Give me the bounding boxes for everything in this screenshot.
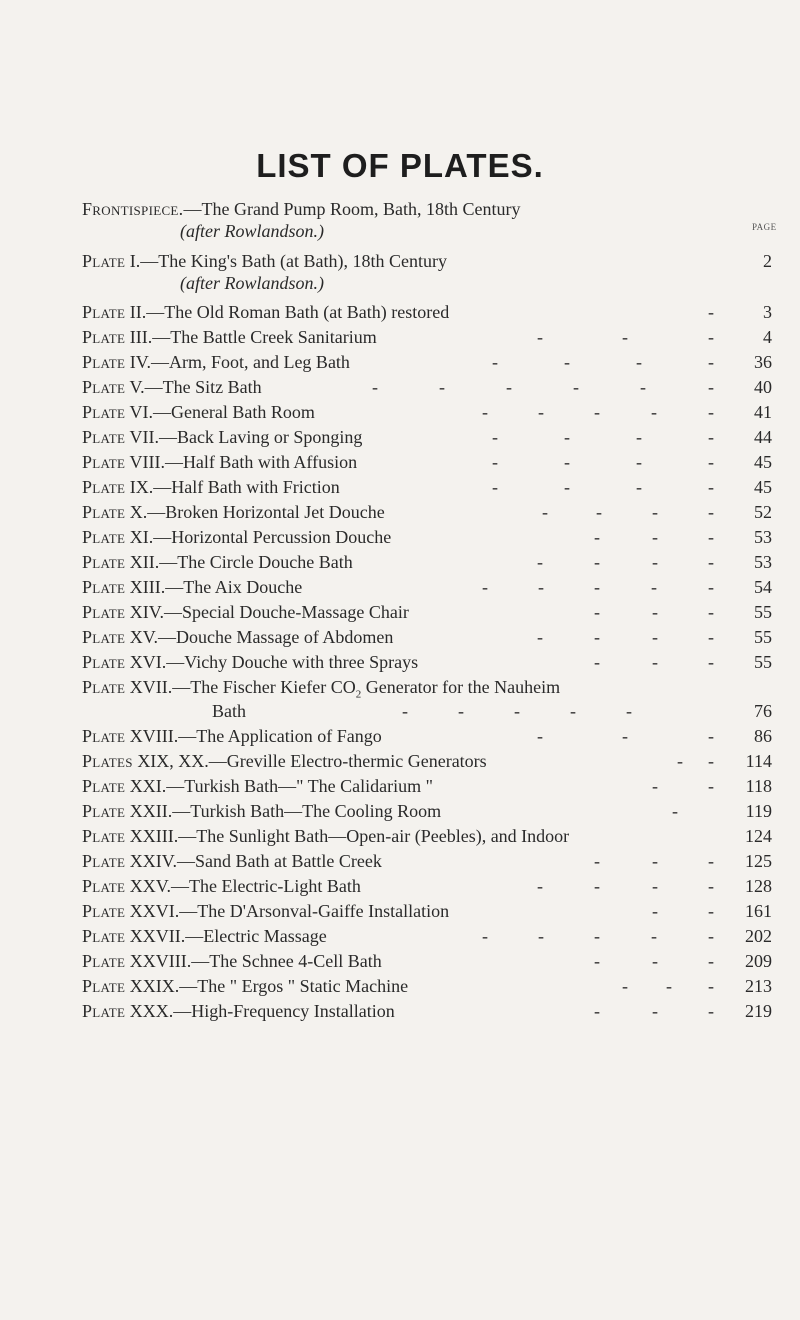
entry-label: Plate bbox=[82, 527, 126, 547]
entry-title: VIII.—Half Bath with Affusion bbox=[125, 452, 358, 472]
entry-title: XXVI.—The D'Arsonval-Gaiffe Installation bbox=[125, 901, 450, 921]
plate-entry: Plate XIII.—The Aix Douche - - - - - 54 bbox=[82, 577, 772, 597]
entry-page: 161 bbox=[745, 901, 772, 921]
entry-label: Plate bbox=[82, 776, 126, 796]
entry-title: VII.—Back Laving or Sponging bbox=[125, 427, 363, 447]
entry-label: Plate bbox=[82, 876, 126, 896]
entry-title: III.—The Battle Creek Sanitarium bbox=[125, 327, 377, 347]
plate-entry: Plate XXV.—The Electric-Light Bath - - - - 128 bbox=[82, 876, 772, 896]
plate-entry: Plate VII.—Back Laving or Sponging - - - - 44 bbox=[82, 427, 772, 447]
entry-title: XXV.—The Electric-Light Bath bbox=[125, 876, 361, 896]
plate-entry bbox=[82, 198, 772, 220]
entry-label: Plate bbox=[82, 577, 126, 597]
entry-label: Plate bbox=[82, 377, 126, 397]
plate-entry: Plate III.—The Battle Creek Sanitarium - - - 4 bbox=[82, 327, 772, 347]
entry-label: Plate bbox=[82, 302, 126, 322]
entry-page: 45 bbox=[754, 452, 772, 472]
entry-title: XI.—Horizontal Percussion Douche bbox=[125, 527, 392, 547]
entry-label: Plate bbox=[82, 851, 126, 871]
entry-label: Plates bbox=[82, 751, 133, 771]
plate-entry: Plate XXVII.—Electric Massage - - - - - 202 bbox=[82, 926, 772, 946]
entry-page: 52 bbox=[754, 502, 772, 522]
entry-subtitle: (after Rowlandson.) bbox=[180, 221, 324, 241]
plate-entry: Plates XIX, XX.—Greville Electro-thermic Generators - - 114 bbox=[82, 751, 772, 771]
entry-label: Plate bbox=[82, 726, 126, 746]
entry-page: 3 bbox=[763, 302, 772, 322]
entry-page: 125 bbox=[745, 851, 772, 871]
plate-entry: Plate XVI.—Vichy Douche with three Sprays - - - 55 bbox=[82, 652, 772, 672]
plate-entry: Plate VI.—General Bath Room - - - - - 41 bbox=[82, 402, 772, 422]
entry-title: VI.—General Bath Room bbox=[125, 402, 315, 422]
entry-label: Plate bbox=[82, 427, 126, 447]
entry-continuation: Bath bbox=[212, 701, 246, 721]
plate-entry: Plate XXVIII.—The Schnee 4-Cell Bath - - - 209 bbox=[82, 951, 772, 971]
entry-title: I.—The King's Bath (at Bath), 18th Century bbox=[125, 251, 447, 271]
entry-label: Plate bbox=[82, 901, 126, 921]
entry-title: IV.—Arm, Foot, and Leg Bath bbox=[125, 352, 350, 372]
entry-label: Plate bbox=[82, 826, 126, 846]
entry-title: V.—The Sitz Bath bbox=[125, 377, 262, 397]
plate-entry: Plate XXX.—High-Frequency Installation - - - 219 bbox=[82, 1001, 772, 1021]
entry-title: XXI.—Turkish Bath—" The Calidarium " bbox=[125, 776, 433, 796]
entry-page: 128 bbox=[745, 876, 772, 896]
entry-title: XVI.—Vichy Douche with three Sprays bbox=[125, 652, 419, 672]
entry-title: X.—Broken Horizontal Jet Douche bbox=[125, 502, 385, 522]
plate-entry: Plate VIII.—Half Bath with Affusion - - - - 45 bbox=[82, 452, 772, 472]
entry-title: II.—The Old Roman Bath (at Bath) restored bbox=[125, 302, 450, 322]
entry-label: Plate bbox=[82, 677, 126, 697]
plate-entry bbox=[82, 825, 772, 847]
entry-page: 53 bbox=[754, 527, 772, 547]
plate-entry: Plate XVIII.—The Application of Fango - - - 86 bbox=[82, 726, 772, 746]
entry-page: 36 bbox=[754, 352, 772, 372]
entry-page: 54 bbox=[754, 577, 772, 597]
entry-page: 118 bbox=[745, 776, 772, 796]
entry-title: XIX, XX.—Greville Electro-thermic Generators bbox=[132, 751, 487, 771]
entry-label: Plate bbox=[82, 452, 126, 472]
entry-page: 124 bbox=[745, 826, 772, 846]
entry-label: Plate bbox=[82, 352, 126, 372]
entry-title: XVIII.—The Application of Fango bbox=[125, 726, 382, 746]
page-title: LIST OF PLATES. bbox=[256, 147, 544, 184]
entry-title: XXII.—Turkish Bath—The Cooling Room bbox=[125, 801, 442, 821]
plate-entry: Plate X.—Broken Horizontal Jet Douche - - - - 52 bbox=[82, 502, 772, 522]
entry-label: Plate bbox=[82, 502, 126, 522]
entry-label: Plate bbox=[82, 251, 126, 271]
entry-title: XXVII.—Electric Massage bbox=[125, 926, 327, 946]
entry-title: XXIV.—Sand Bath at Battle Creek bbox=[125, 851, 382, 871]
entry-page: 219 bbox=[745, 1001, 772, 1021]
entry-title: —The Grand Pump Room, Bath, 18th Century bbox=[183, 199, 521, 219]
entry-title: XIII.—The Aix Douche bbox=[125, 577, 303, 597]
entry-label: Plate bbox=[82, 627, 126, 647]
entry-title: XXVIII.—The Schnee 4-Cell Bath bbox=[125, 951, 382, 971]
entry-label: Plate bbox=[82, 602, 126, 622]
entry-title: XIV.—Special Douche-Massage Chair bbox=[125, 602, 409, 622]
plate-entry: Plate XII.—The Circle Douche Bath - - - - 53 bbox=[82, 552, 772, 572]
plate-entry: Plate II.—The Old Roman Bath (at Bath) restored - 3 bbox=[82, 302, 772, 322]
entry-page: 41 bbox=[754, 402, 772, 422]
entry-title-cont: Generator for the Nauheim bbox=[361, 677, 561, 697]
entry-page: 55 bbox=[754, 652, 772, 672]
entry-label: Plate bbox=[82, 652, 126, 672]
plate-entry: Plate XXVI.—The D'Arsonval-Gaiffe Installation - - 161 bbox=[82, 901, 772, 921]
entry-page: 86 bbox=[754, 726, 772, 746]
entry-label: Plate bbox=[82, 402, 126, 422]
plate-entry: Plate XI.—Horizontal Percussion Douche - - - 53 bbox=[82, 527, 772, 547]
entry-page: 55 bbox=[754, 627, 772, 647]
entry-label: Plate bbox=[82, 801, 126, 821]
entry-title: XVII.—The Fischer Kiefer CO bbox=[125, 677, 356, 697]
entry-title: XV.—Douche Massage of Abdomen bbox=[125, 627, 394, 647]
entry-page: 45 bbox=[754, 477, 772, 497]
entry-label: Plate bbox=[82, 926, 126, 946]
entry-label: Plate bbox=[82, 976, 126, 996]
entry-page: 76 bbox=[754, 701, 772, 721]
entry-subscript: 2 bbox=[355, 688, 362, 701]
plate-entry: Plate XXIV.—Sand Bath at Battle Creek - - - 125 bbox=[82, 851, 772, 871]
entry-page: 53 bbox=[754, 552, 772, 572]
plate-entry: Plate XXI.—Turkish Bath—" The Calidarium " - - 118 bbox=[82, 776, 772, 796]
entry-title: XII.—The Circle Douche Bath bbox=[125, 552, 353, 572]
plate-entry: Plate IV.—Arm, Foot, and Leg Bath - - - - 36 bbox=[82, 352, 772, 372]
entry-subtitle: (after Rowlandson.) bbox=[180, 273, 324, 293]
entry-label: Plate bbox=[82, 552, 126, 572]
entry-page: 55 bbox=[754, 602, 772, 622]
entry-title: IX.—Half Bath with Friction bbox=[125, 477, 340, 497]
page-column-header: PAGE bbox=[752, 222, 777, 232]
plate-entry bbox=[82, 250, 772, 272]
plate-entry-continued: Bath - - - - - 76 bbox=[212, 701, 772, 721]
plate-entry: Plate IX.—Half Bath with Friction - - - - 45 bbox=[82, 477, 772, 497]
entry-page: 213 bbox=[745, 976, 772, 996]
entry-label: Frontispiece. bbox=[82, 199, 184, 219]
entry-page: 119 bbox=[745, 801, 772, 821]
plate-entry: Plate V.—The Sitz Bath - - - - - - 40 bbox=[82, 377, 772, 397]
entry-page: 202 bbox=[745, 926, 772, 946]
entry-page: 4 bbox=[763, 327, 772, 347]
entry-title: XXX.—High-Frequency Installation bbox=[125, 1001, 395, 1021]
entry-page: 2 bbox=[763, 251, 772, 271]
entry-page: 44 bbox=[754, 427, 772, 447]
plate-entry: Plate XIV.—Special Douche-Massage Chair - - - 55 bbox=[82, 602, 772, 622]
entry-label: Plate bbox=[82, 1001, 126, 1021]
entry-page: 209 bbox=[745, 951, 772, 971]
entry-label: Plate bbox=[82, 951, 126, 971]
entry-page: 40 bbox=[754, 377, 772, 397]
entry-title: XXIX.—The " Ergos " Static Machine bbox=[125, 976, 409, 996]
entry-page: 114 bbox=[745, 751, 772, 771]
entry-label: Plate bbox=[82, 477, 126, 497]
plate-entry: Plate XV.—Douche Massage of Abdomen - - - - 55 bbox=[82, 627, 772, 647]
plate-entry: Plate XXIX.—The " Ergos " Static Machine - - - 213 bbox=[82, 976, 772, 996]
plate-entry: Plate XXII.—Turkish Bath—The Cooling Room - 119 bbox=[82, 801, 772, 821]
entry-title: XXIII.—The Sunlight Bath—Open-air (Peebles), and Indoor bbox=[125, 826, 570, 846]
entry-label: Plate bbox=[82, 327, 126, 347]
